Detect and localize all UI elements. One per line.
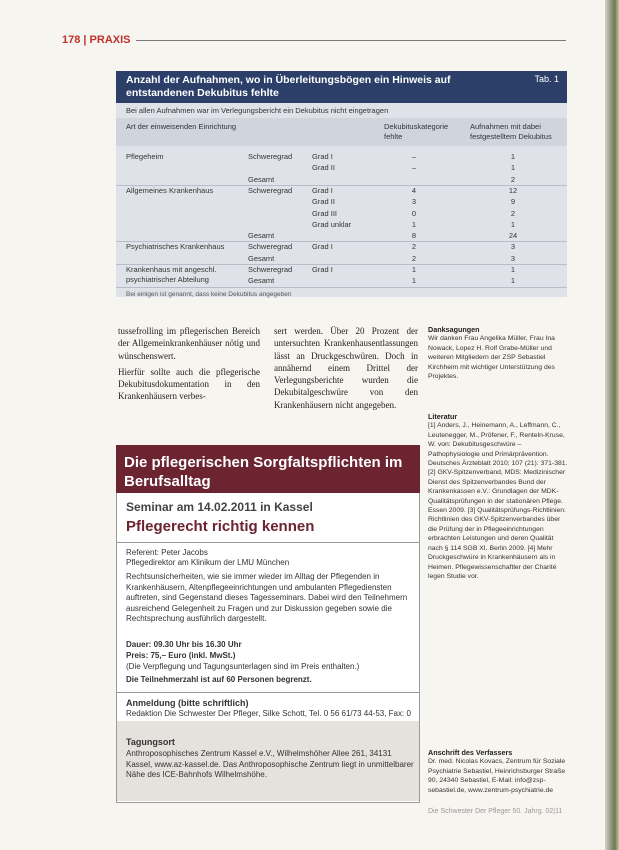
table-cell-missing: 1 [411, 276, 417, 286]
ad-divider-2 [116, 692, 420, 693]
table-cell-category: Gesamt [248, 253, 275, 263]
table-cell-missing: – [411, 163, 417, 173]
table-cell-category: Gesamt [248, 276, 275, 286]
seminar-date: Seminar am 14.02.2011 in Kassel [126, 500, 313, 514]
seminar-duration: Dauer: 09.30 Uhr bis 16.30 Uhr [126, 640, 242, 649]
table-cell-institution: Psychiatrisches Krankenhaus [126, 242, 225, 252]
registration-heading: Anmeldung (bitte schriftlich) [126, 698, 249, 708]
table-cell-decubitus: 3 [510, 242, 516, 252]
table-cell-decubitus: 12 [508, 185, 518, 195]
table-title: Anzahl der Aufnahmen, wo in Überleitungsbögen ein Hinweis auf entstandenen Dekubitus fehlte [126, 74, 451, 99]
table-cell-decubitus: 9 [510, 197, 516, 207]
table-col-header-1: Art der einweisenden Einrichtung [126, 122, 237, 131]
table-cell-decubitus: 24 [508, 231, 518, 241]
table-cell-category: Schweregrad [248, 185, 293, 195]
table-col-header-2: Dekubituskategorie fehlte [384, 122, 449, 141]
venue-text: Anthroposophisches Zentrum Kassel e.V., Wilhelmshöher Allee 261, 34131 Kassel, www.az-kassel.de. Das Anthroposophische Zentrum liegt in unmittelbarer Nähe des ICE-Bahnhofs Wilhelmshöhe. [126, 749, 414, 779]
page-header: 178 | PRAXIS [62, 34, 131, 46]
table-cell-missing: 2 [411, 242, 417, 252]
table-cell-category: Gesamt [248, 174, 275, 184]
speaker-role: Pflegedirektor am Klinikum der LMU München [126, 558, 290, 567]
venue-heading: Tagungsort [126, 737, 175, 747]
table-tab-label: Tab. 1 [534, 74, 559, 84]
table-note: Bei allen Aufnahmen war im Verlegungsbericht ein Dekubitus nicht eingetragen [126, 106, 389, 115]
table-cell-decubitus: 2 [510, 208, 516, 218]
page-spine [605, 0, 619, 850]
table-cell-missing: 4 [411, 185, 417, 195]
ad-headline-bar [116, 445, 420, 493]
table-cell-institution: Allgemeines Krankenhaus [126, 185, 214, 195]
table-cell-grade: Grad III [312, 208, 338, 218]
table-cell-category: Schweregrad [248, 242, 293, 252]
table-cell-grade: Grad I [312, 185, 333, 195]
table-footer: Bei einigen ist genannt, dass keine Dekubitus angegeben [126, 291, 292, 298]
table-cell-decubitus: 1 [510, 219, 516, 229]
table-cell-category: Schweregrad [248, 152, 293, 161]
seminar-price-note: (Die Verpflegung und Tagungsunterlagen sind im Preis enthalten.) [126, 662, 360, 671]
registration-text: Redaktion Die Schwester Der Pfleger, Silke Schott, Tel. 0 56 61/73 44-53, Fax: 0 [126, 709, 411, 718]
author-text: Dr. med. Nicolas Kovacs, Zentrum für Soziale Psychiatrie Sebastiel, Heinrichsburger Straße 90, 24340 Sebastiel, E-Mail: info@zsp-sebastiel.de, www.zentrum-psychiatrie.de [428, 758, 566, 794]
seminar-price: Preis: 75,– Euro (inkl. MwSt.) [126, 651, 236, 660]
sidebar-author [428, 748, 568, 795]
table-cell-missing: 1 [411, 265, 417, 274]
table-cell-decubitus: 3 [510, 253, 516, 263]
table-row-divider [116, 287, 567, 288]
table-cell-decubitus: 1 [510, 152, 516, 161]
table-cell-missing: 2 [411, 253, 417, 263]
seminar-limit: Die Teilnehmerzahl ist auf 60 Personen begrenzt. [126, 675, 312, 684]
literature-heading: Literatur [428, 412, 458, 421]
table-cell-decubitus: 1 [510, 163, 516, 173]
table-cell-missing: 0 [411, 208, 417, 218]
table-cell-grade: Grad I [312, 152, 333, 161]
author-heading: Anschrift des Verfassers [428, 748, 513, 757]
body-paragraph-2: Hierfür sollte auch die pflegerische Dekubitusdokumentation in den Krankenhäusern verbes- [118, 366, 260, 402]
seminar-title: Pflegerecht richtig kennen [126, 518, 315, 535]
table-cell-missing: 8 [411, 231, 417, 241]
table-title-bar [116, 71, 567, 103]
table-cell-grade: Grad I [312, 242, 333, 252]
seminar-description: Rechtsunsicherheiten, wie sie immer wieder im Alltag der Pflegenden in Krankenhäusern, Altenpflegeeinrichtungen und ambulanten Pflegediensten auftreten, sind Gegenstand dieses Tagesseminars. Dabei wird den Teilnehmern ausreichend Gelegenheit zu Fragen und zur Diskussion gegeben sowie die Rechtsprechung ausführlich dargestellt. [126, 572, 408, 623]
table-cell-missing: – [411, 152, 417, 161]
speaker-name: Referent: Peter Jacobs [126, 548, 208, 557]
table-cell-category: Gesamt [248, 231, 275, 241]
literature-text: [1] Anders, J., Heinemann, A., Leffmann, C., Leutenegger, M., Pröfener, F., Renteln-Kruse, W. von: Dekubitusgeschwüre – Pathophysiologie und Primärprävention. Deutsches Ärzteblatt 2010; 107 (21): 371-381. [2] GKV-Spitzenverband, MDS: Medizinischer Dienst des Spitzenverbandes Bund der Krankenkassen e.V.: Grundlagen der MDK-Qualitätsprüfungen in der stationären Pflege. Essen 2009. [3] Qualitätsprüfungs-Richtlinien: Richtlinien des GKV-Spitzenverbandes über die Prüfung der in Pflegeeinrichtungen erbrachten Leistungen und deren Qualität nach § 114 SGB XI. Berlin 2009. [4] Mehr Druckgeschwüre in Krankenhäusern als in Heimen. Pflegewissenschaftler der Charité legen Studie vor. [428, 422, 568, 580]
table-cell-institution: Krankenhaus mit angeschl. psychiatrischer Abteilung [126, 265, 217, 284]
ad-headline: Die pflegerischen Sorgfaltspflichten im Berufsalltag [124, 454, 403, 490]
header-rule [136, 40, 566, 41]
page-footer: Die Schwester Der Pfleger 50. Jahrg. 02|11 [428, 808, 563, 815]
sidebar-thanks [428, 325, 568, 381]
table-cell-decubitus: 1 [510, 276, 516, 286]
table-cell-missing: 1 [411, 219, 417, 229]
body-paragraph-1: tussefrolling im pflegerischen Bereich der Allgemeinkrankenhäuser nötig und wünschenswert. [118, 326, 260, 361]
table-cell-missing: 3 [411, 197, 417, 207]
table-cell-decubitus: 1 [510, 265, 516, 274]
thanks-heading: Danksagungen [428, 325, 480, 334]
table-cell-grade: Grad unklar [312, 219, 352, 229]
table-cell-decubitus: 2 [510, 174, 516, 184]
thanks-text: Wir danken Frau Angelika Müller, Frau Ina Nowack, Lopez H. Rolf Grabe-Müller und weiteren Mitgliedern der ZSP Sebastiel Kirchheim mit wichtiger Unterstützung des Projektes. [428, 335, 555, 381]
body-text-left [118, 325, 260, 403]
table-cell-grade: Grad I [312, 265, 333, 274]
table-cell-grade: Grad II [312, 197, 335, 207]
table-cell-grade: Grad II [312, 163, 335, 173]
body-text-right: sert werden. Über 20 Prozent der untersuchten Krankenhausentlassungen lässt an Druckgeschwüren. Doch in annähernd einem Drittel der Verlegungsberichte wurden die Dekubitalgeschwüre von den Krankenhäusern nicht angegeben. [274, 326, 418, 410]
table-col-header-3: Aufnahmen mit dabei festgestelltem Dekubitus [470, 122, 552, 141]
table-cell-category: Schweregrad [248, 265, 293, 274]
sidebar-literature [428, 412, 568, 581]
table-cell-institution: Pflegeheim [126, 152, 164, 161]
ad-divider-1 [116, 542, 420, 543]
